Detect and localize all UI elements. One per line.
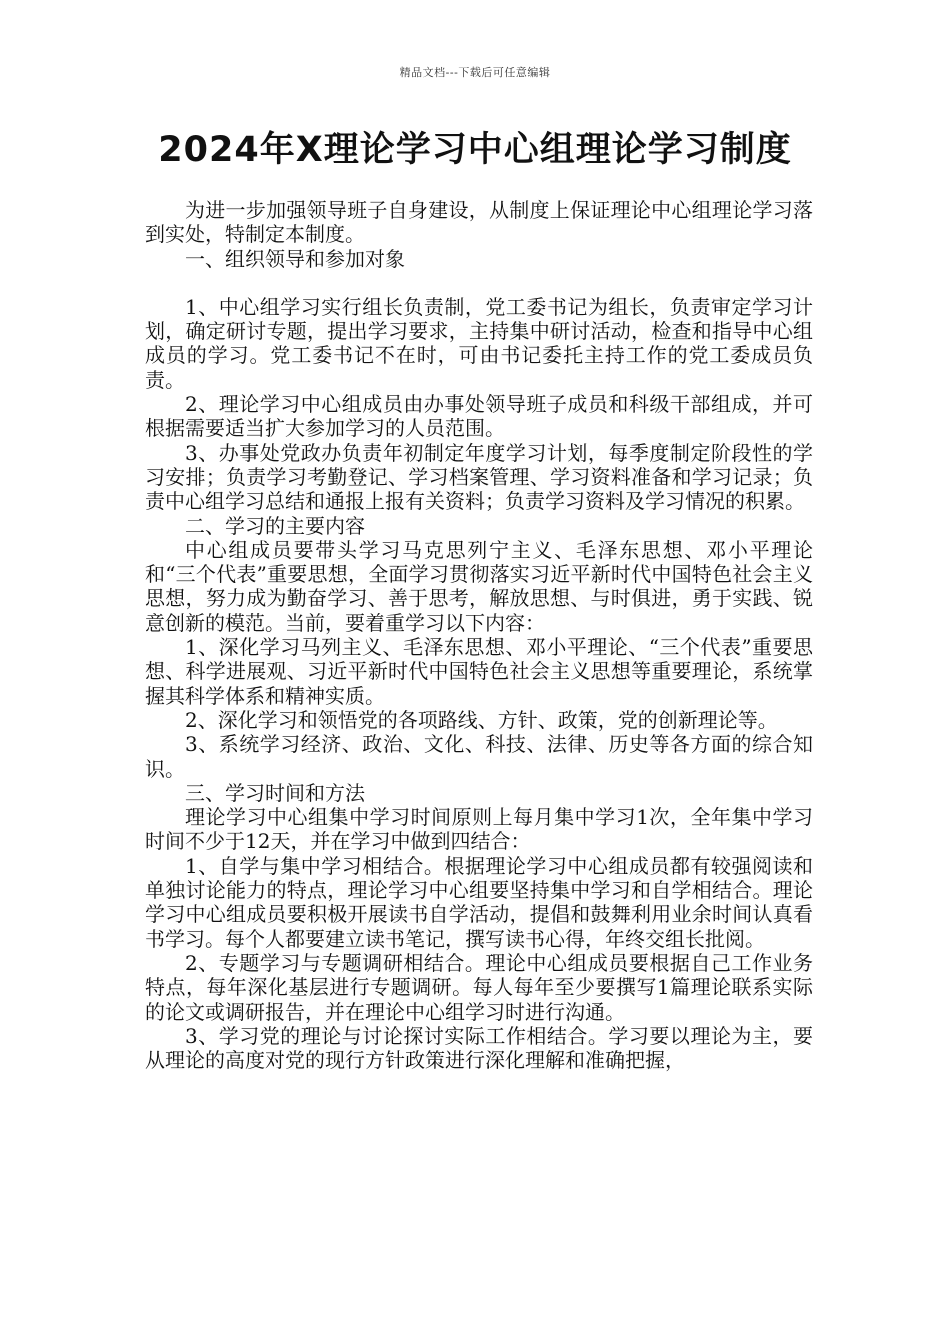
intro-paragraph: 为进一步加强领导班子自身建设，从制度上保证理论中心组理论学习落到实处，特制定本制度。: [145, 198, 813, 247]
header-note: 精品文档---下载后可任意编辑: [399, 66, 551, 79]
body-paragraph: 中心组成员要带头学习马克思列宁主义、毛泽东思想、邓小平理论和“三个代表”重要思想，全面学习贯彻落实习近平新时代中国特色社会主义思想，努力成为勤奋学习、善于思考，解放思想、与时俱进，勇于实践、锐意创新的模范。当前，要着重学习以下内容：: [145, 537, 813, 635]
body-paragraph: 1、自学与集中学习相结合。根据理论学习中心组成员都有较强阅读和单独讨论能力的特点，理论学习中心组要坚持集中学习和自学相结合。理论学习中心组成员要积极开展读书自学活动，提倡和鼓舞利用业余时间认真看书学习。每个人都要建立读书笔记，撰写读书心得，年终交组长批阅。: [145, 853, 813, 951]
body-paragraph: 2、理论学习中心组成员由办事处领导班子成员和科级干部组成，并可根据需要适当扩大参加学习的人员范围。: [145, 392, 813, 441]
section-heading-1: 一、组织领导和参加对象: [185, 246, 405, 271]
document-title: 2024年X理论学习中心组理论学习制度: [158, 130, 792, 170]
document-body: [145, 198, 813, 1072]
body-paragraph: 3、办事处党政办负责年初制定年度学习计划，每季度制定阶段性的学习安排；负责学习考勤登记、学习档案管理、学习资料准备和学习记录；负责中心组学习总结和通报上报有关资料；负责学习资料及学习情况的积累。: [145, 440, 813, 514]
section-heading-2: 二、学习的主要内容: [185, 513, 365, 538]
body-paragraph: 3、系统学习经济、政治、文化、科技、法律、历史等各方面的综合知识。: [145, 732, 813, 781]
body-paragraph: 理论学习中心组集中学习时间原则上每月集中学习1次，全年集中学习时间不少于12天，并在学习中做到四结合：: [145, 805, 813, 854]
body-paragraph: 1、深化学习马列主义、毛泽东思想、邓小平理论、“三个代表”重要思想、科学进展观、习近平新时代中国特色社会主义思想等重要理论，系统掌握其科学体系和精神实质。: [145, 635, 813, 708]
body-paragraph: 1、中心组学习实行组长负责制，党工委书记为组长，负责审定学习计划，确定研讨专题，提出学习要求，主持集中研讨活动，检查和指导中心组成员的学习。党工委书记不在时，可由书记委托主持工作的党工委成员负责。: [145, 294, 813, 392]
body-paragraph: 3、学习党的理论与讨论探讨实际工作相结合。学习要以理论为主，要从理论的高度对党的现行方针政策进行深化理解和准确把握，: [145, 1023, 813, 1073]
body-paragraph: 2、深化学习和领悟党的各项路线、方针、政策，党的创新理论等。: [185, 707, 778, 732]
body-paragraph: 2、专题学习与专题调研相结合。理论中心组成员要根据自己工作业务特点，每年深化基层进行专题调研。每人每年至少要撰写1篇理论联系实际的论文或调研报告，并在理论中心组学习时进行沟通。: [145, 950, 813, 1024]
section-heading-3: 三、学习时间和方法: [185, 780, 365, 805]
